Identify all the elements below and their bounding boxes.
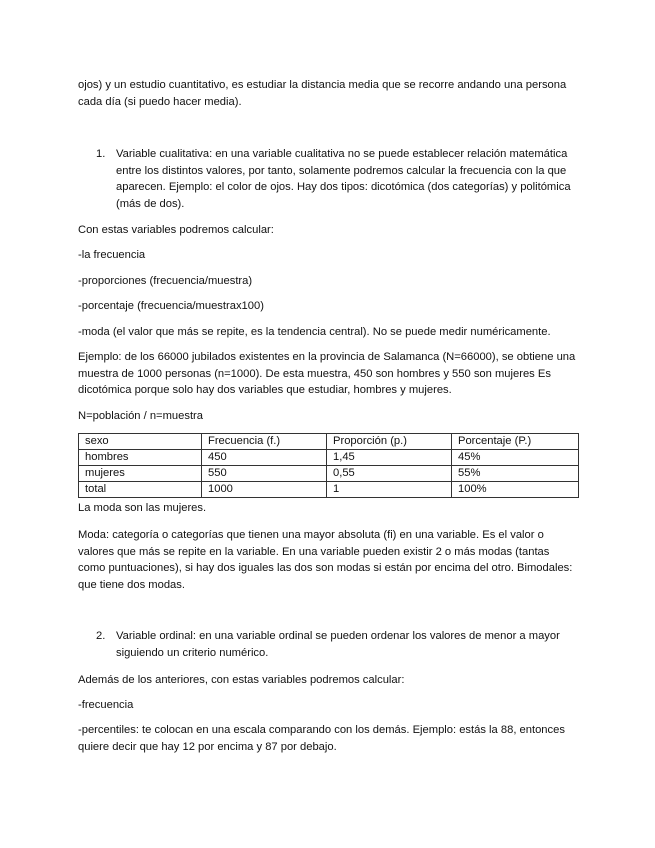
calc-item-frecuencia-2: -frecuencia: [78, 699, 134, 711]
list-number: 2.: [96, 630, 106, 642]
table-cell: 450: [202, 450, 327, 466]
table-header-cell: Proporción (p.): [327, 434, 452, 450]
list-item-cualitativa: [96, 146, 578, 212]
calc-item-percentiles: -percentiles: te colocan en una escala comparando con los demás. Ejemplo: estás la 88, entonces quiere decir que hay 12 por encima y 87 por debajo.: [78, 724, 565, 753]
table-cell: 1000: [202, 482, 327, 498]
calc-intro-2: Además de los anteriores, con estas variables podremos calcular:: [78, 674, 405, 686]
table-row: [79, 482, 579, 498]
list-item-ordinal: [96, 628, 578, 661]
notation-line: N=población / n=muestra: [78, 410, 204, 422]
calc-item-frecuencia: -la frecuencia: [78, 249, 146, 261]
moda-note: La moda son las mujeres.: [78, 502, 207, 514]
calc-item-porcentaje: -porcentaje (frecuencia/muestrax100): [78, 300, 264, 312]
moda-definition: Moda: categoría o categorías que tienen una mayor absoluta (fi) en una variable. Es el valor o valores que más se repite en la variable. En una variable pueden existir 2 o más modas (tantas como puntuaciones), si hay dos iguales las dos son modas si están por encima del otro. Bimodales: que tiene dos modas.: [78, 529, 573, 591]
table-cell: 45%: [452, 450, 579, 466]
list-item-text: Variable ordinal: en una variable ordinal se pueden ordenar los valores de menor a mayor siguiendo un criterio numérico.: [116, 630, 560, 659]
table-cell: mujeres: [79, 466, 202, 482]
table-cell: hombres: [79, 450, 202, 466]
table-header-cell: Frecuencia (f.): [202, 434, 327, 450]
table-header-cell: Porcentaje (P.): [452, 434, 579, 450]
calc-intro: Con estas variables podremos calcular:: [78, 224, 274, 236]
table-row: [79, 466, 579, 482]
table-header-cell: sexo: [79, 434, 202, 450]
table-header-row: [79, 434, 579, 450]
table-cell: total: [79, 482, 202, 498]
intro-paragraph: ojos) y un estudio cuantitativo, es estudiar la distancia media que se recorre andando una persona cada día (si puedo hacer media).: [78, 79, 567, 108]
table-cell: 1,45: [327, 450, 452, 466]
calc-item-proporciones: -proporciones (frecuencia/muestra): [78, 275, 253, 287]
table-cell: 100%: [452, 482, 579, 498]
example-paragraph: Ejemplo: de los 66000 jubilados existentes en la provincia de Salamanca (N=66000), se obtiene una muestra de 1000 personas (n=1000). De esta muestra, 450 son hombres y 550 son mujeres Es dicotómica porque solo hay dos variables que estudiar, hombres y mujeres.: [78, 351, 576, 396]
calc-item-moda: -moda (el valor que más se repite, es la tendencia central). No se puede medir numéricamente.: [78, 326, 551, 338]
frequency-table: [78, 433, 579, 498]
table-cell: 1: [327, 482, 452, 498]
list-item-text: Variable cualitativa: en una variable cualitativa no se puede establecer relación matemática entre los distintos valores, por tanto, solamente podremos calcular la frecuencia con la que aparecen. Ejemplo: el color de ojos. Hay dos tipos: dicotómica (dos categorías) y politómica (más de dos).: [116, 148, 571, 210]
list-number: 1.: [96, 148, 106, 160]
table-cell: 0,55: [327, 466, 452, 482]
table-cell: 55%: [452, 466, 579, 482]
table-row: [79, 450, 579, 466]
table-cell: 550: [202, 466, 327, 482]
